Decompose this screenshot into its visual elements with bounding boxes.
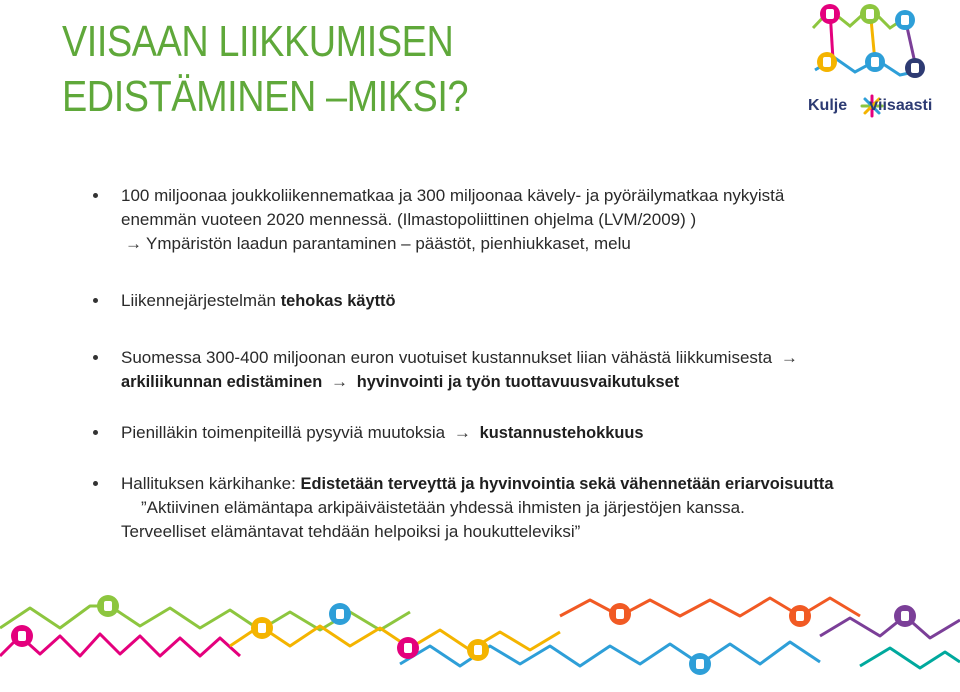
arrow-right-icon: → xyxy=(125,234,142,253)
bullet-2-text: Liikennejärjestelmän xyxy=(121,291,276,310)
logo-word-viisaasti: viisaasti xyxy=(869,97,933,114)
bullet-5-emphasis: Edistetään terveyttä ja hyvinvointia sekä vähennetään eriarvoisuutta xyxy=(300,475,834,493)
bullet-3-emphasis-1: arkiliikunnan edistäminen xyxy=(121,373,323,391)
slide-title xyxy=(62,14,468,124)
line-purple xyxy=(820,616,960,638)
line-yellow xyxy=(230,626,560,650)
bullet-1-line-1: 100 miljoonaa joukkoliikennematkaa ja 300 miljoonaa kävely- ja pyöräilymatkaa nykyistä xyxy=(121,186,785,205)
bullet-5-quote-2: Terveelliset elämäntavat tehdään helpoiksi ja houkutteleviksi” xyxy=(121,522,581,541)
arrow-right-icon: → xyxy=(780,348,798,367)
bullet-1-emphasis: Ympäristön laadun parantaminen – päästöt, pienhiukkaset, melu xyxy=(146,234,631,253)
title-line-1: VIISAAN LIIKKUMISEN xyxy=(62,17,454,66)
bullet-list xyxy=(93,184,943,544)
arrow-right-icon: → xyxy=(331,372,349,391)
bullet-5 xyxy=(93,472,943,544)
title-line-2: EDISTÄMINEN –MIKSI? xyxy=(62,72,469,121)
line-teal xyxy=(860,648,960,668)
bullet-4-emphasis: kustannustehokkuus xyxy=(479,424,644,442)
bullet-5-quote-1: ”Aktiivinen elämäntapa arkipäiväistetään yhdessä ihmisten ja järjestöjen kanssa. xyxy=(141,498,745,517)
logo-wordmark xyxy=(808,97,932,115)
bullet-3 xyxy=(93,346,943,394)
bullet-1-line-2: enemmän vuoteen 2020 mennessä. (Ilmastopoliittinen ohjelma (LVM/2009) ) xyxy=(121,210,697,229)
line-orange xyxy=(560,598,860,616)
line-pink xyxy=(0,634,240,656)
bullet-1 xyxy=(93,184,943,256)
bullet-4 xyxy=(93,421,943,445)
arrow-right-icon: → xyxy=(453,423,471,442)
bullet-3-emphasis-2: hyvinvointi ja työn tuottavuusvaikutukset xyxy=(356,373,680,391)
bullet-5-text: Hallituksen kärkihanke: xyxy=(121,474,296,493)
bullet-1-line-3 xyxy=(121,232,943,256)
bullet-2-emphasis: tehokas käyttö xyxy=(280,292,396,310)
bullet-3-text: Suomessa 300-400 miljoonan euron vuotuiset kustannukset liian vähästä liikkumisesta xyxy=(121,348,773,367)
transit-lines-decoration xyxy=(0,576,960,692)
bullet-2 xyxy=(93,289,943,313)
logo-word-kulje: Kulje xyxy=(808,97,848,114)
station-icon-glyphs xyxy=(18,601,909,669)
bullet-4-text: Pienilläkin toimenpiteillä pysyviä muutoksia xyxy=(121,423,446,442)
